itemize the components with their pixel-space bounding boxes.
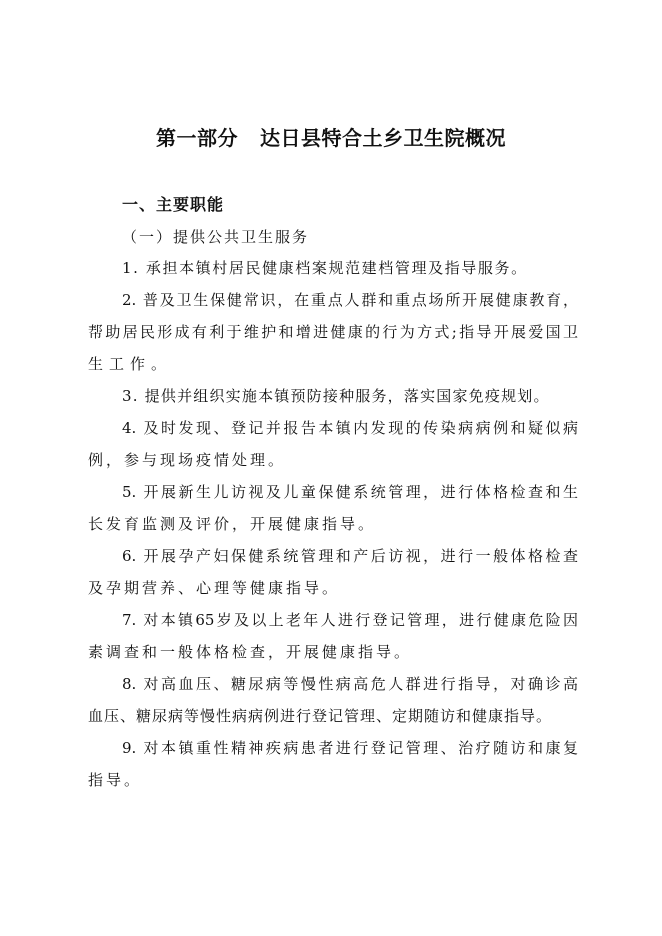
subsection-heading: （一）提供公共卫生服务 — [122, 228, 310, 246]
paragraph-line: 7. 对本镇65岁及以上老年人进行登记管理，进行健康危险因 — [122, 611, 578, 629]
paragraph-line: 1. 承担本镇村居民健康档案规范建档管理及指导服务。 — [122, 259, 528, 277]
paragraph-line: 2. 普及卫生保健常识，在重点人群和重点场所开展健康教育， — [122, 291, 578, 309]
paragraph-line: 5. 开展新生儿访视及儿童保健系统管理，进行体格检查和生 — [122, 483, 578, 501]
paragraph-line: 4. 及时发现、登记并报告本镇内发现的传染病病例和疑似病 — [122, 419, 578, 437]
paragraph-line: 例，参与现场疫情处理。 — [88, 451, 287, 469]
paragraph-line: 长发育监测及评价，开展健康指导。 — [88, 515, 377, 533]
paragraph-line: 8. 对高血压、糖尿病等慢性病高危人群进行指导，对确诊高 — [122, 675, 578, 693]
paragraph-line: 素调查和一般体格检查，开展健康指导。 — [88, 643, 413, 661]
paragraph-line: 生工作。 — [88, 355, 173, 373]
paragraph-line: 3. 提供并组织实施本镇预防接种服务，落实国家免疫规划。 — [122, 387, 550, 405]
section-heading: 一、主要职能 — [122, 195, 225, 214]
paragraph-line: 6. 开展孕产妇保健系统管理和产后访视，进行一般体格检查 — [122, 547, 578, 565]
title-part: 第一部分 — [156, 126, 238, 150]
paragraph-line: 9. 对本镇重性精神疾病患者进行登记管理、治疗随访和康复 — [122, 739, 578, 757]
paragraph-line: 帮助居民形成有利于维护和增进健康的行为方式;指导开展爱国卫 — [88, 323, 578, 341]
paragraph-line: 及孕期营养、心理等健康指导。 — [88, 579, 341, 597]
title-name: 达日县特合土乡卫生院概况 — [260, 126, 506, 150]
page-title — [0, 122, 662, 151]
paragraph-line: 指导。 — [88, 771, 143, 789]
paragraph-line: 血压、糖尿病等慢性病病例进行登记管理、定期随访和健康指导。 — [88, 707, 553, 725]
